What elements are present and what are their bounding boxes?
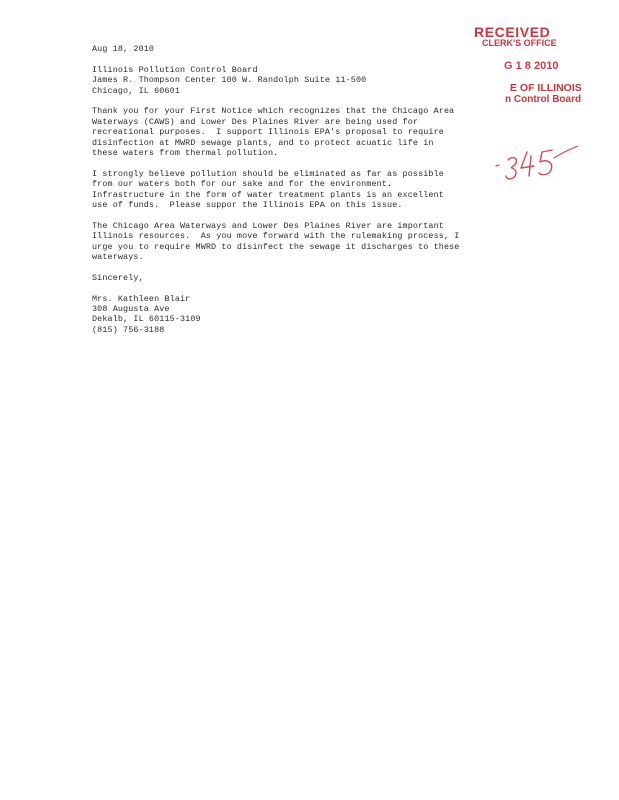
recipient-line: James R. Thompson Center 100 W. Randolph Suite 11-500 [92, 75, 367, 86]
paragraph-line: Infrastructure in the form of water treatment plants is an excellent [92, 189, 444, 200]
paragraph-1 [92, 106, 492, 158]
recipient-line: Illinois Pollution Control Board [92, 64, 258, 75]
letter-closing: Sincerely, [92, 272, 144, 283]
signature-phone: (815) 756-3188 [92, 324, 165, 335]
stamp-title: RECEIVED [474, 24, 551, 40]
signature-city: Dekalb, IL 60115-3109 [92, 314, 201, 325]
signature-name: Mrs. Kathleen Blair [92, 293, 191, 304]
letter-body [92, 44, 492, 335]
recipient-line: Chicago, IL 60601 [92, 85, 180, 96]
paragraph-line: recreational purposes. I support Illinois EPA's proposal to require [92, 127, 444, 138]
paragraph-line: disinfection at MWRD sewage plants, and to protect acuatic life in [92, 137, 434, 148]
paragraph-line: urge you to require MWRD to disinfect the sewage it discharges to these [92, 241, 460, 252]
letter-date: Aug 18, 2010 [92, 44, 155, 54]
paragraph-line: Thank you for your First Notice which recognizes that the Chicago Area [92, 106, 455, 117]
paragraph-line: Waterways (CAWS) and Lower Des Plaines River are being used for [92, 116, 419, 127]
paragraph-line: use of funds. Please suppor the Illinois EPA on this issue. [92, 200, 403, 211]
handwritten-number [494, 146, 584, 196]
stamp-office: CLERK'S OFFICE [482, 38, 557, 48]
stamp-board: n Control Board [505, 94, 582, 105]
paragraph-line: these waters from thermal pollution. [92, 148, 279, 159]
paragraph-line: The Chicago Area Waterways and Lower Des Plaines River are important [92, 220, 444, 231]
paragraph-3 [92, 221, 492, 263]
stamp-date: G 1 8 2010 [504, 60, 559, 72]
signature-street: 308 Augusta Ave [92, 304, 170, 315]
paragraph-2 [92, 169, 492, 211]
stamp-state: E OF ILLINOIS [510, 82, 582, 94]
paragraph-line: Illinois resources. As you move forward with the rulemaking process, I [92, 231, 460, 242]
recipient-address [92, 65, 492, 96]
signature-block [92, 294, 492, 336]
paragraph-line: from our waters both for our sake and for the environment. [92, 179, 393, 190]
paragraph-line: I strongly believe pollution should be eliminated as far as possible [92, 168, 444, 179]
paragraph-line: waterways. [92, 252, 144, 263]
received-stamp [474, 24, 619, 110]
